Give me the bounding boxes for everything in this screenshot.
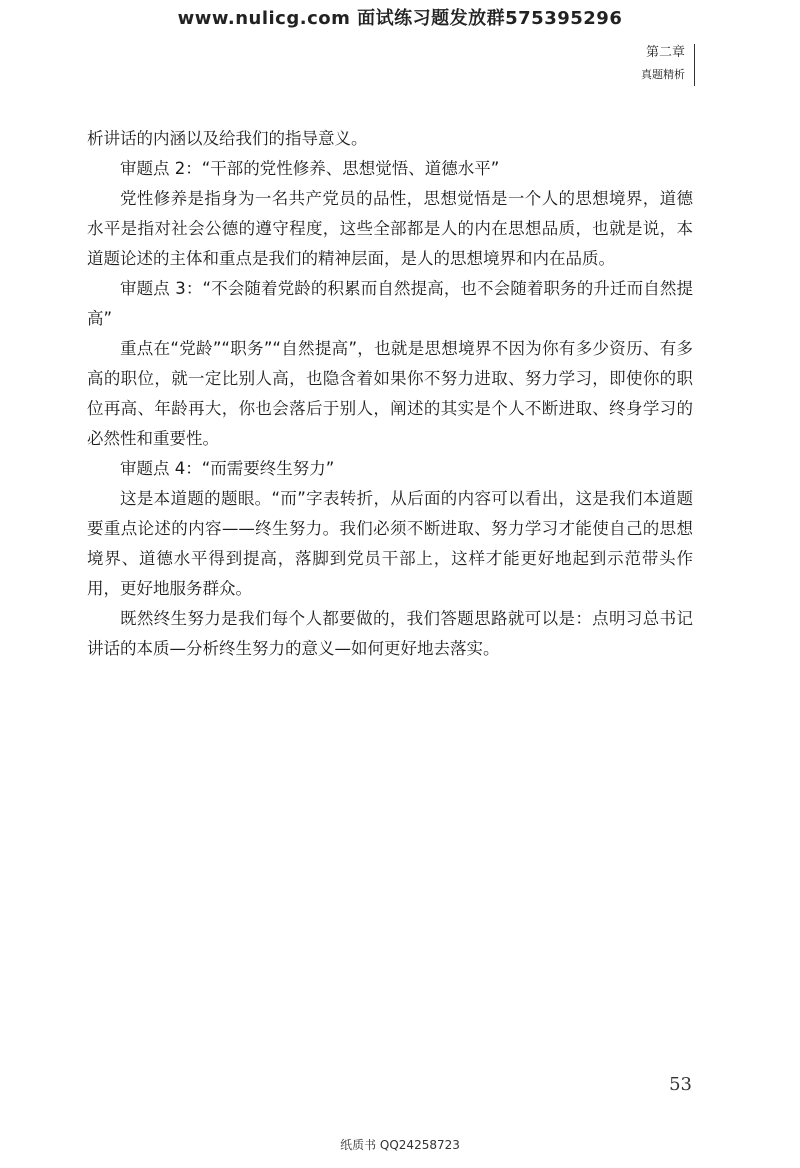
answer-approach-paragraph: 既然终生努力是我们每个人都要做的，我们答题思路就可以是：点明习总书记讲话的本质—分析终生努力的意义—如何更好地去落实。: [87, 609, 693, 658]
chapter-header: [641, 44, 695, 86]
page-body: [87, 124, 693, 664]
review-point-3-text: 重点在“党龄”“职务”“自然提高”，也就是思想境界不因为你有多少资历、有多高的职位，就一定比别人高，也隐含着如果你不努力进取、努力学习，即使你的职位再高、年龄再大，你也会落后于别人，阐述的其实是个人不断进取、终身学习的必然性和重要性。: [87, 339, 693, 448]
chapter-title: 第二章: [645, 45, 685, 60]
review-point-4-text: 这是本道题的题眼。“而”字表转折，从后面的内容可以看出，这是我们本道题要重点论述的内容——终生努力。我们必须不断进取、努力学习才能使自己的思想境界、道德水平得到提高，落脚到党员干部上，这样才能更好地起到示范带头作用，更好地服务群众。: [87, 489, 693, 598]
page-number: 53: [669, 1074, 692, 1095]
paragraph-continuation: 析讲话的内涵以及给我们的指导意义。: [87, 129, 368, 148]
footer-text: 纸质书 QQ24258723: [340, 1138, 460, 1152]
review-point-2-heading: 审题点 2：“干部的党性修养、思想觉悟、道德水平”: [120, 159, 500, 178]
watermark-text: www.nulicg.com 面试练习题发放群575395296: [177, 8, 623, 29]
review-point-4-heading: 审题点 4：“而需要终生努力”: [120, 459, 335, 478]
chapter-subtitle: 真题精析: [641, 68, 685, 81]
review-point-3-heading: 审题点 3：“不会随着党龄的积累而自然提高，也不会随着职务的升迁而自然提高”: [87, 279, 693, 328]
review-point-2-text: 党性修养是指身为一名共产党员的品性，思想觉悟是一个人的思想境界，道德水平是指对社会公德的遵守程度，这些全部都是人的内在思想品质，也就是说，本道题论述的主体和重点是我们的精神层面，是人的思想境界和内在品质。: [87, 189, 693, 268]
